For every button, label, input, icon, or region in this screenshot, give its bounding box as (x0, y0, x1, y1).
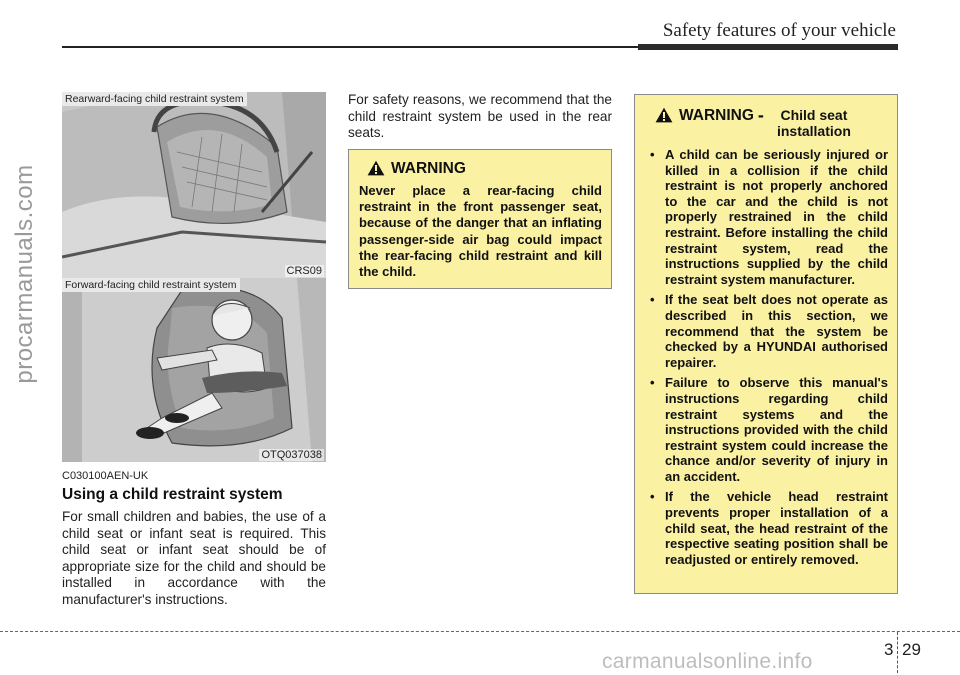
section-code: C030100AEN-UK (62, 470, 149, 482)
warning-dash: - (757, 105, 764, 125)
page-number: 29 (902, 640, 921, 659)
warning-triangle-icon (655, 107, 673, 123)
figure-label: Forward-facing child restraint system (62, 278, 240, 292)
warning-list-item: • A child can be seriously injured or killed in a collision if the child restraint is not properly anchored to the car and the child is not properly restrained in the child restraint. Before installing the child restraint system, read the instructions supplied by the child restraint system manufacturer. (643, 147, 888, 287)
figure-code: CRS09 (286, 265, 322, 277)
rear-facing-seat-illustration (62, 92, 326, 278)
warning-list-item: • If the seat belt does not operate as described in this section, we recommend that the system be checked by a HYUNDAI authorised repairer. (643, 292, 888, 370)
warning-list-item: • Failure to observe this manual's instructions regarding child restraint systems and the instructions provided with the child restraint system could increase the chance and/or severity of injury in an accident. (643, 375, 888, 484)
rear-seat-recommendation: For safety reasons, we recommend that the child restraint system be used in the rear seats. (348, 92, 612, 140)
header-rule (62, 46, 898, 50)
figure-code: OTQ037038 (261, 449, 322, 461)
section-heading: Using a child restraint system (62, 486, 283, 503)
figure-rear-facing (62, 92, 326, 278)
warning-header (367, 160, 602, 178)
footer-watermark: carmanualsonline.info (602, 650, 813, 673)
figure-label: Rearward-facing child restraint system (62, 92, 247, 106)
page-number-separator (897, 632, 898, 673)
figure-forward-facing (62, 278, 326, 462)
warning-box-airbag (348, 149, 612, 289)
warning-text: Never place a rear-facing child restraint in the front passenger seat, because of the danger that an inflating passenger-side air bag could impact the rear-facing child restraint and kill the child. (359, 183, 602, 280)
footer-rule (0, 631, 960, 632)
warning-title: WARNING (679, 107, 754, 124)
chapter-number: 3 (884, 640, 894, 659)
side-watermark: procarmanuals.com (11, 164, 38, 384)
warning-subtitle: Child seat installation (776, 107, 851, 139)
warning-title: WARNING (391, 160, 466, 177)
forward-facing-seat-illustration (62, 278, 326, 462)
section-body: For small children and babies, the use of a child seat or infant seat is required. This child seat or infant seat should be of appropriate size for the child and should be installed in accordance with the manufacturer's instructions. (62, 509, 326, 607)
header-title: Safety features of your vehicle (662, 20, 896, 41)
warning-list (643, 147, 888, 567)
warning-triangle-icon (367, 160, 385, 176)
warning-box-installation (634, 94, 898, 594)
warning-list-item: • If the vehicle head restraint prevents proper installation of a child seat, the head restraint of the respective seating position shall be readjusted or entirely removed. (643, 489, 888, 567)
warning-header (655, 107, 888, 139)
